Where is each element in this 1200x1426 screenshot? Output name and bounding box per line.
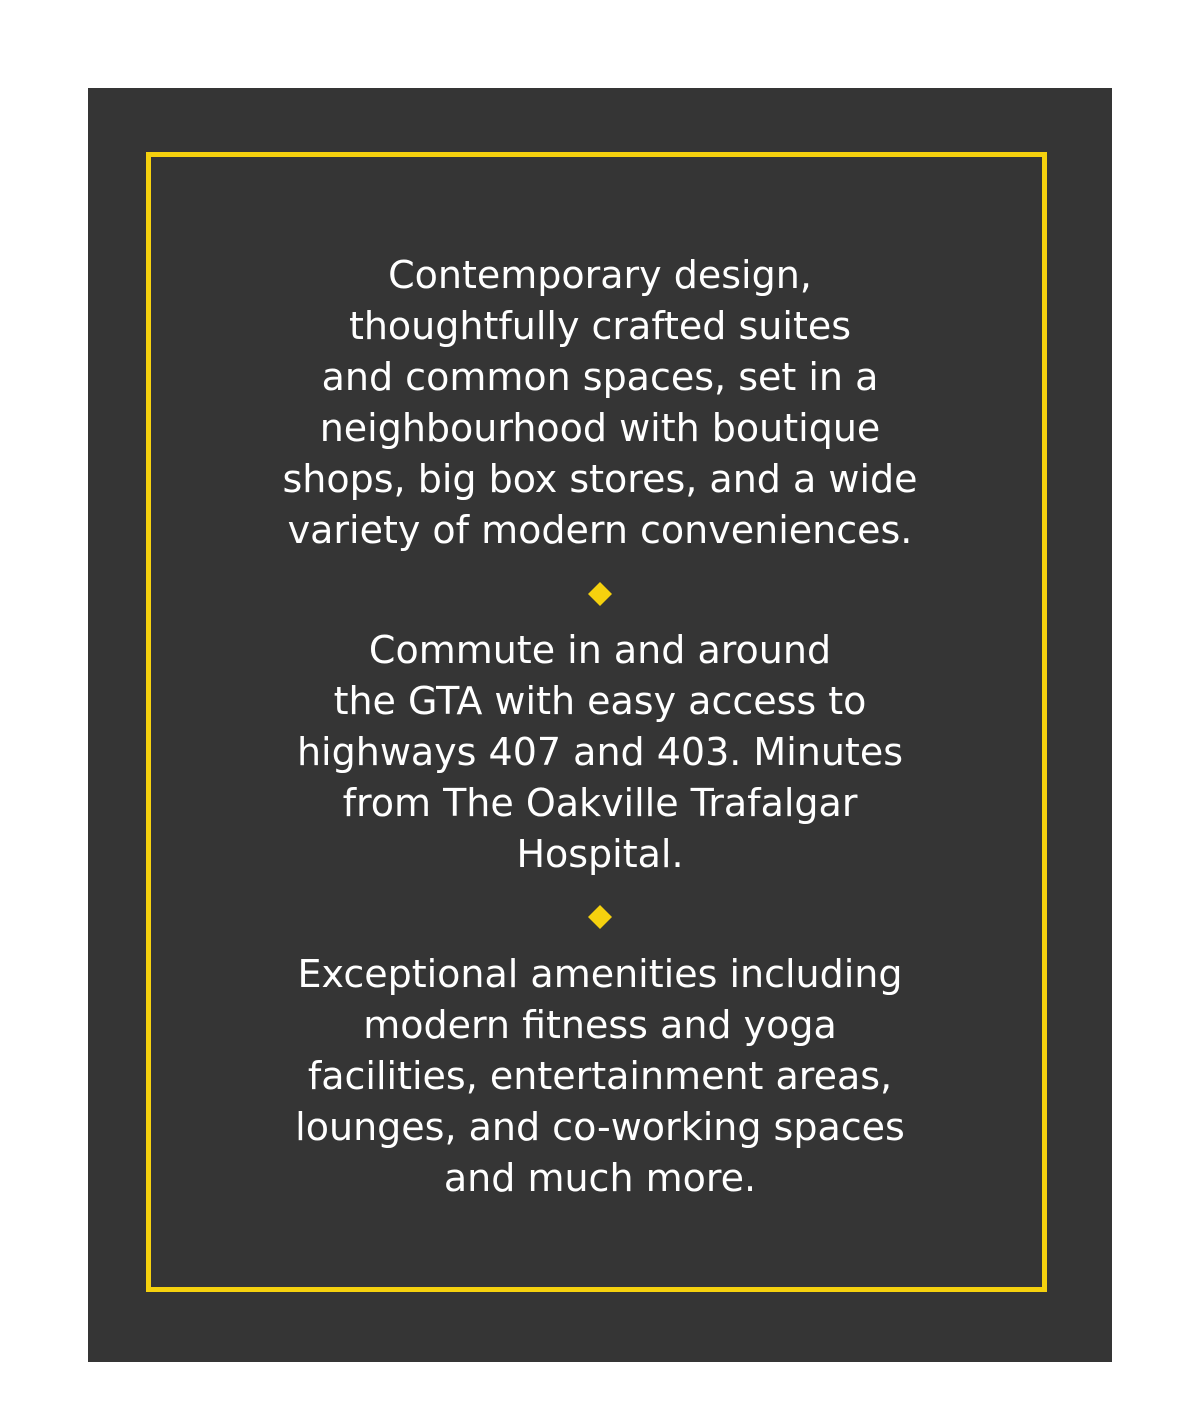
paragraph-line: thoughtfully crafted suites (348, 304, 852, 348)
paragraph-line: shops, big box stores, and a wide (282, 457, 918, 501)
paragraph-line: from The Oakville Trafalgar (342, 781, 858, 825)
paragraph-line: Exceptional amenities including (297, 952, 903, 996)
paragraph-line: variety of modern conveniences. (287, 508, 913, 552)
paragraph-line: Hospital. (516, 832, 684, 876)
paragraph-line: modern fitness and yoga (363, 1003, 837, 1047)
paragraph-line: lounges, and co-working spaces (295, 1105, 905, 1149)
amenities-panel (88, 88, 1112, 1362)
paragraph-line: and much more. (443, 1156, 757, 1200)
paragraph-line: and common spaces, set in a (321, 355, 879, 399)
paragraph-line: Commute in and around (368, 628, 832, 672)
commute-paragraph (88, 625, 1112, 880)
paragraph-line: the GTA with easy access to (333, 679, 867, 723)
design-paragraph (88, 250, 1112, 556)
paragraph-line: facilities, entertainment areas, (307, 1054, 893, 1098)
diamond-icon (588, 582, 612, 606)
paragraph-line: Contemporary design, (388, 253, 812, 297)
diamond-icon (588, 905, 612, 929)
amenities-paragraph (88, 949, 1112, 1204)
paragraph-line: neighbourhood with boutique (319, 406, 881, 450)
paragraph-line: highways 407 and 403. Minutes (296, 730, 904, 774)
